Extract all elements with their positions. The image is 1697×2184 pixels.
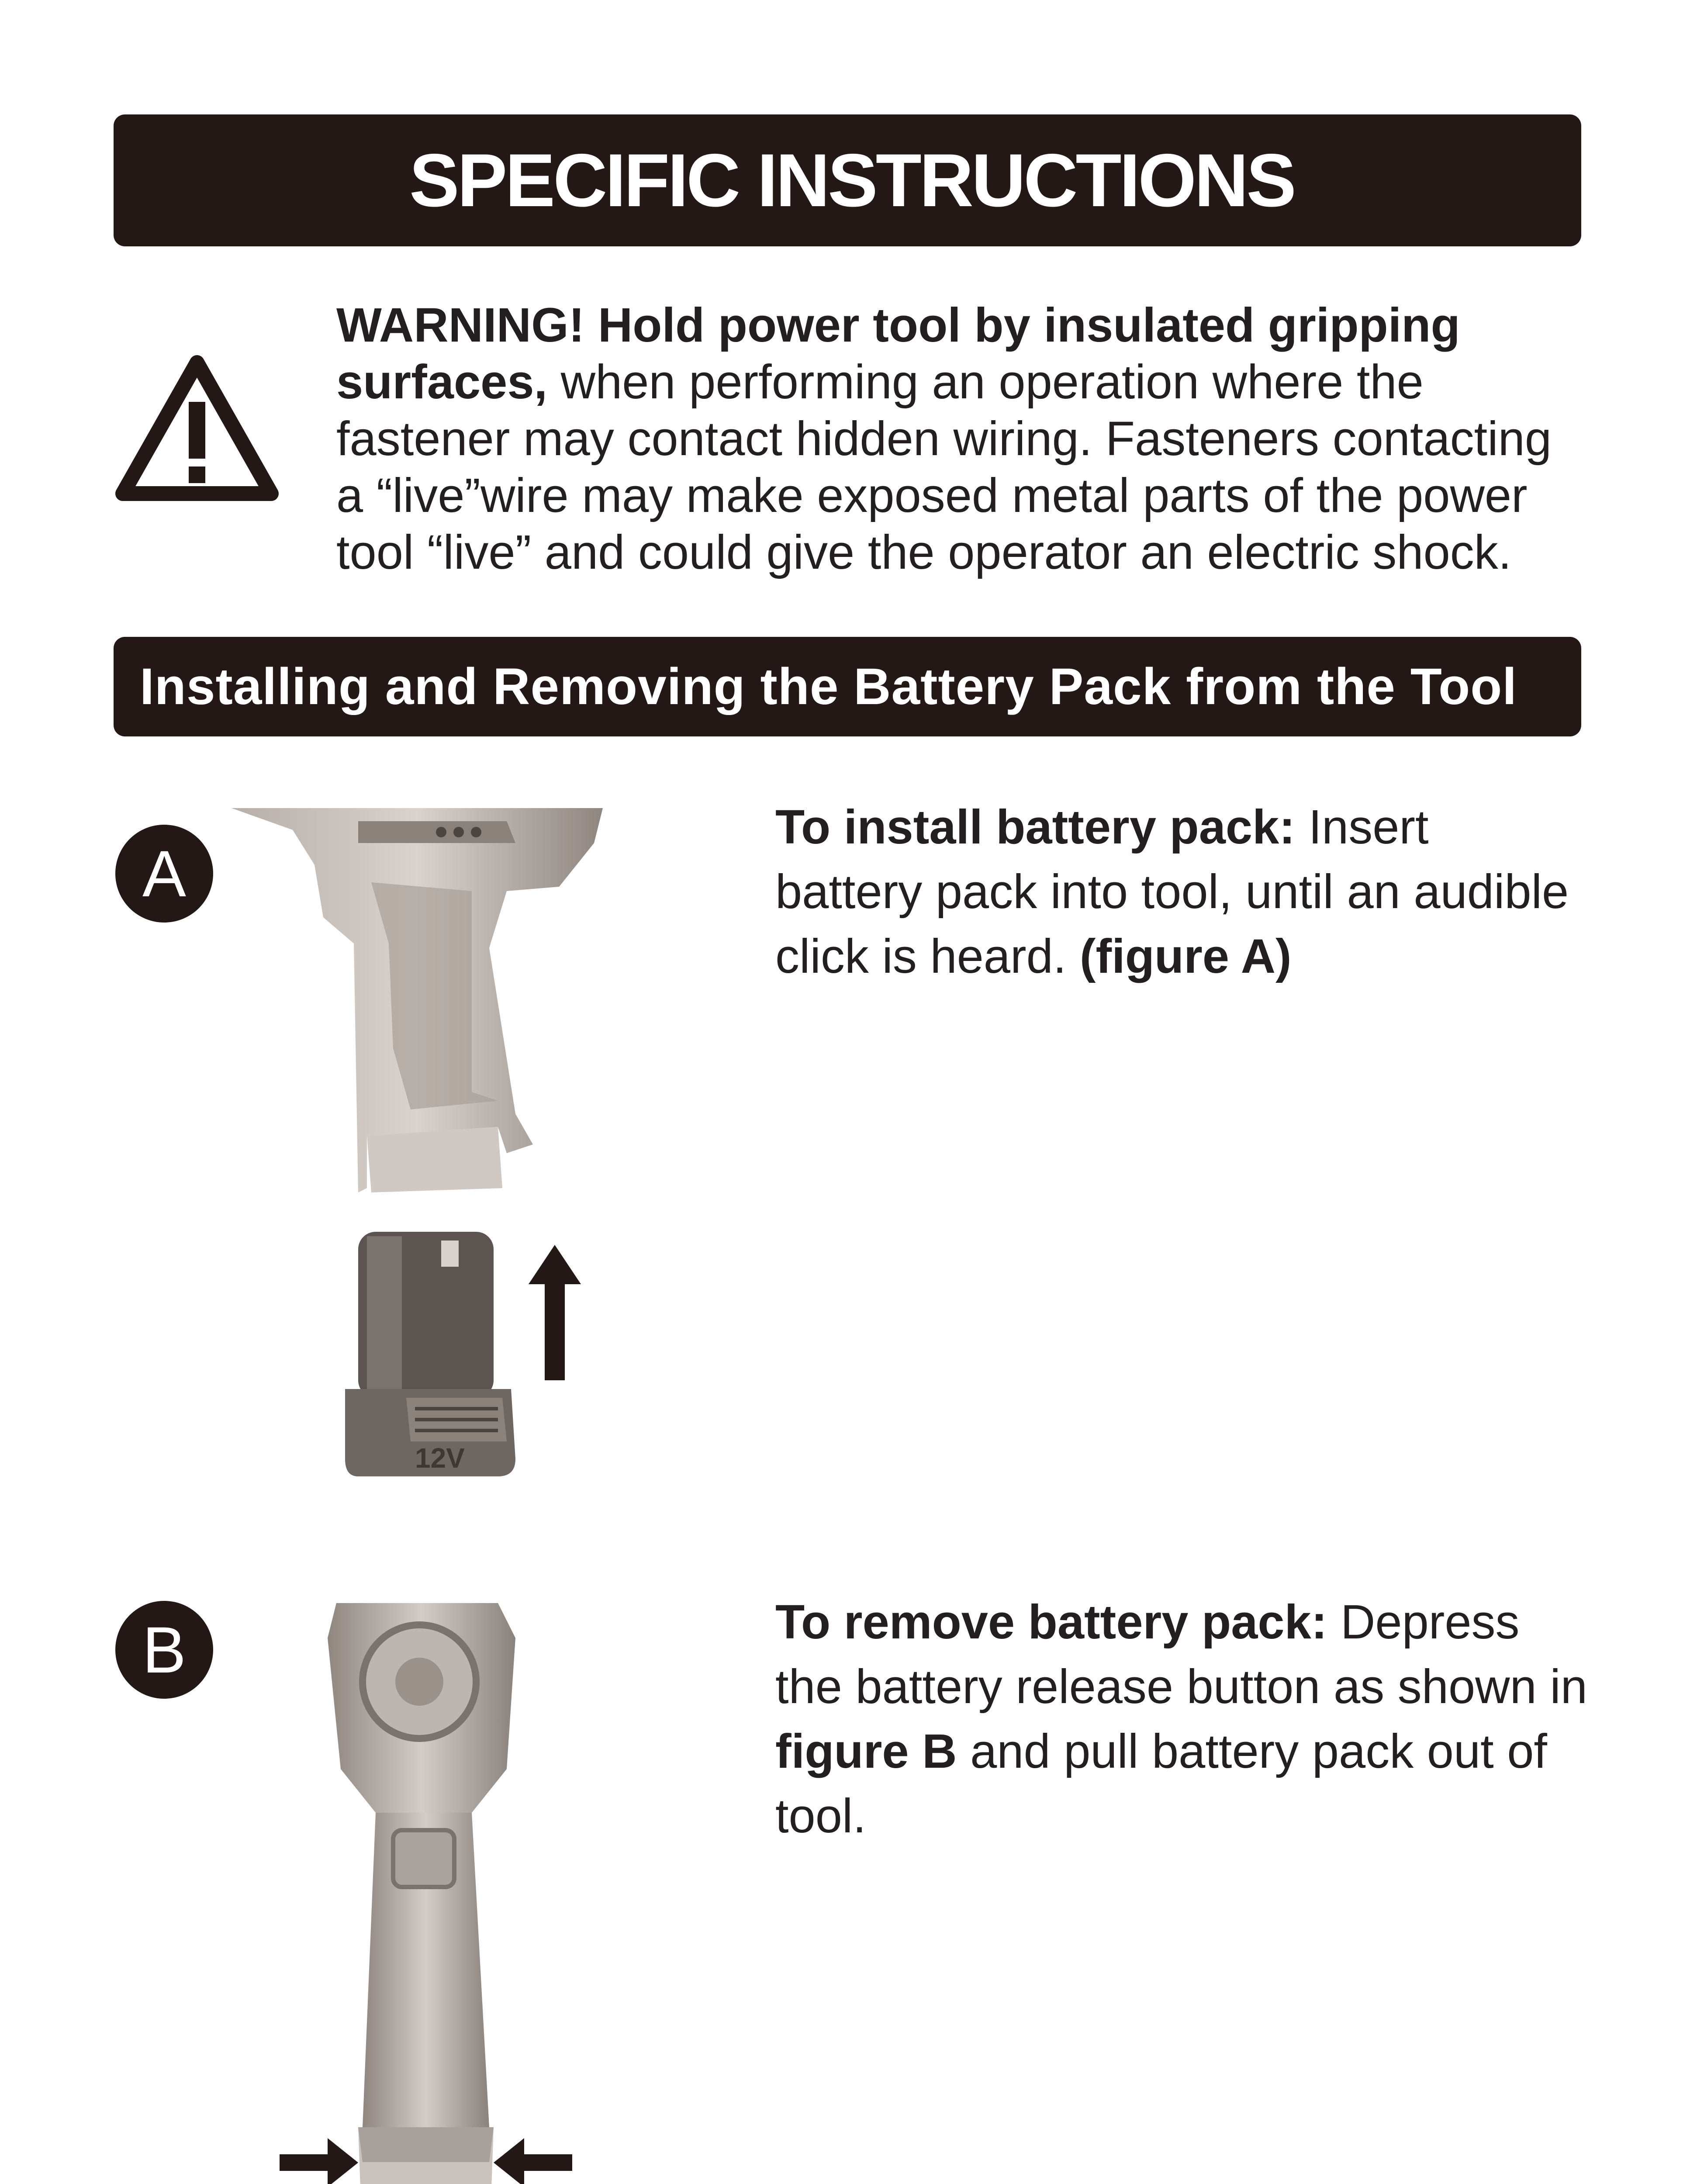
page-title: SPECIFIC INSTRUCTIONS <box>409 138 1295 222</box>
install-instructions <box>775 795 1627 989</box>
warning-line: tool “live” and could give the operator an electric shock. <box>336 525 1512 579</box>
warning-line: fastener may contact hidden wiring. Fasteners contacting <box>336 412 1552 466</box>
section-header-battery-pack <box>114 637 1581 736</box>
warning-text <box>336 297 1594 581</box>
warning-triangle-icon <box>112 349 282 507</box>
tool-handle-illustration <box>227 804 620 1197</box>
battery-voltage-label: 12V <box>415 1442 465 1474</box>
figure-b-label: B <box>115 1601 213 1699</box>
instruction-line: To remove battery pack: Depress <box>775 1595 1520 1649</box>
tool-rear-view-illustration <box>210 1586 646 2184</box>
instruction-line: To install battery pack: Insert <box>775 800 1429 854</box>
warning-line: WARNING! Hold power tool by insulated gripping <box>336 298 1460 352</box>
warning-line: a “live”wire may make exposed metal parts of the power <box>336 469 1528 522</box>
instruction-line: figure B and pull battery pack out of <box>775 1724 1547 1778</box>
section-title: Installing and Removing the Battery Pack from the Tool <box>140 658 1517 715</box>
section-header-specific-instructions <box>114 114 1581 246</box>
figure-a-label: A <box>115 825 213 923</box>
instruction-line: the battery release button as shown in <box>775 1660 1587 1714</box>
battery-pack-illustration <box>341 1214 612 1494</box>
remove-instructions <box>775 1590 1627 1849</box>
arrow-up-icon <box>529 1245 581 1284</box>
instruction-line: click is heard. (figure A) <box>775 930 1292 983</box>
warning-line: surfaces, when performing an operation where the <box>336 355 1424 409</box>
instruction-line: battery pack into tool, until an audible <box>775 865 1569 919</box>
instruction-line: tool. <box>775 1789 866 1843</box>
